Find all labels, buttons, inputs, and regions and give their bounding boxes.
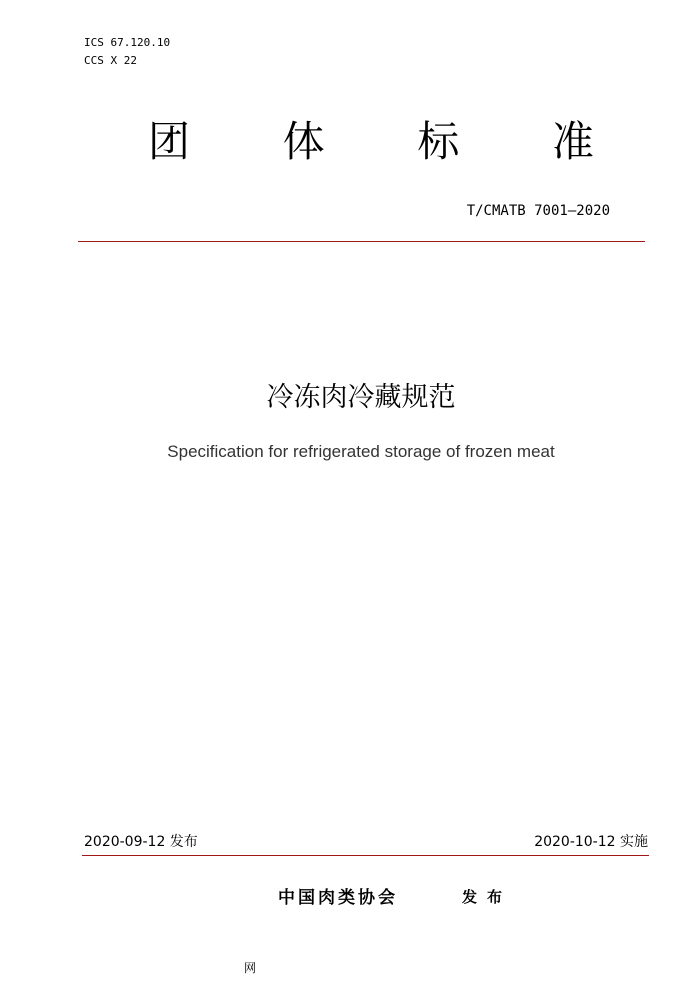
ccs-code: CCS X 22 bbox=[84, 54, 137, 67]
ics-code: ICS 67.120.10 bbox=[84, 36, 171, 49]
publisher-action: 发布 bbox=[462, 888, 513, 906]
bottom-divider bbox=[82, 855, 649, 856]
top-divider bbox=[78, 241, 645, 242]
publisher-organization: 中国肉类协会 bbox=[278, 888, 398, 908]
effective-date: 2020-10-12 实施 bbox=[534, 834, 648, 850]
publish-date: 2020-09-12 发布 bbox=[84, 834, 198, 850]
standard-number: T/CMATB 7001—2020 bbox=[466, 203, 610, 219]
footer-mark: 网 bbox=[244, 961, 257, 975]
standard-type-heading bbox=[148, 116, 594, 168]
chinese-title: 冷冻肉冷藏规范 bbox=[266, 382, 456, 413]
standard-type-char: 团 bbox=[148, 117, 191, 166]
english-title: Specification for refrigerated storage of frozen meat bbox=[167, 442, 555, 461]
standard-type-char: 标 bbox=[417, 117, 460, 166]
standard-type-char: 准 bbox=[551, 117, 594, 166]
standard-type-char: 体 bbox=[282, 117, 325, 166]
